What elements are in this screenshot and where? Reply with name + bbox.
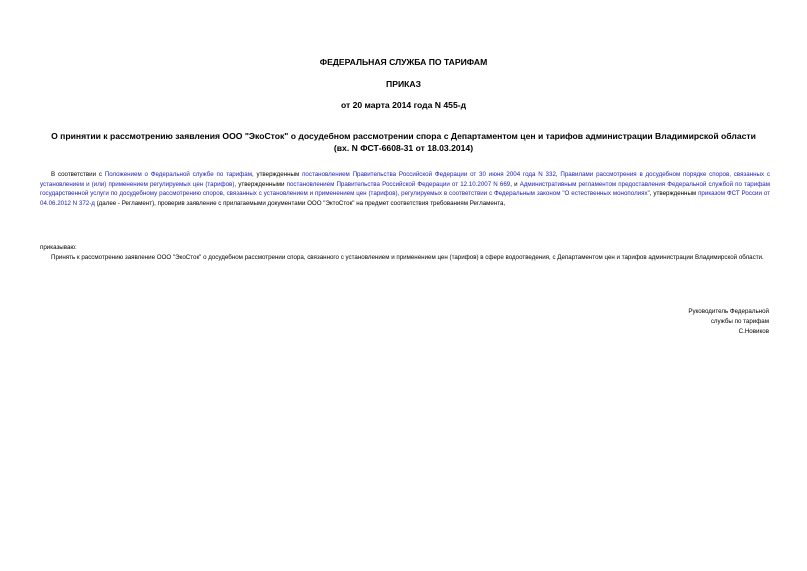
title-line-2: (вх. N ФСТ-6608-31 от 18.03.2014) <box>333 143 474 153</box>
document-title <box>30 130 777 154</box>
signature-position-line-2: службы по тарифам <box>710 318 769 325</box>
order-word: приказываю: <box>40 244 77 251</box>
signature-name: С.Новиков <box>738 328 769 335</box>
signature-block <box>609 307 769 337</box>
preamble-paragraph <box>40 170 770 208</box>
document-type: ПРИКАЗ <box>386 79 421 89</box>
decision-paragraph: Принять к рассмотрению заявление ООО "ЭкоСток" о досудебном рассмотрении спора, связанного с установлением и применением цен (тарифов) в сфере водоотведения, с Департаментом цен и тарифов администрации Владимирской области. <box>51 254 764 261</box>
link-admin-regulation[interactable]: Административным регламентом предоставления Федеральной службой по тарифам государственной услуги по досудебному рассмотрению споров, связанных с установлением и применением цен (тарифов), регулируемых в соответствии с Федеральным законом "О естественных монополиях" <box>40 180 770 198</box>
preamble-text: , утвержденными <box>234 180 287 188</box>
signature-position-line-1: Руководитель Федеральной <box>688 308 769 315</box>
agency-heading: ФЕДЕРАЛЬНАЯ СЛУЖБА ПО ТАРИФАМ <box>319 57 488 67</box>
preamble-text: , утвержденным <box>251 171 303 178</box>
link-dispute-rules[interactable]: Правилами рассмотрения в досудебном порядке споров, связанных с установлением и (или) применением регулируемых цен (тарифов) <box>40 171 770 188</box>
link-resolution-332[interactable]: постановлением Правительства Российской Федерации от 30 июня 2004 года N 332 <box>302 171 556 178</box>
preamble-text: (далее - Регламент), проверив заявление с прилагаемыми документами ООО "ЭктоСток" на предмет соответствия требованиям Регламента, <box>94 199 506 207</box>
preamble-text: , и <box>510 180 520 188</box>
link-resolution-669[interactable]: постановлением Правительства Российской Федерации от 12.10.2007 N 669 <box>286 180 511 188</box>
document-date-number: от 20 марта 2014 года N 455-д <box>340 100 467 110</box>
title-line-1: О принятии к рассмотрению заявления ООО "ЭкоСток" о досудебном рассмотрении спора с Департаментом цен и тарифов администрации Владимирской области <box>51 131 756 141</box>
preamble-text: , утвержденным <box>649 190 699 198</box>
link-regulation-fst[interactable]: Положением о Федеральной службе по тарифам <box>104 171 252 178</box>
preamble-text: , <box>555 171 561 178</box>
link-order-372[interactable]: приказом ФСТ России от 04.06.2012 N 372-д <box>40 190 770 207</box>
preamble-text: В соответствии с <box>51 171 105 178</box>
